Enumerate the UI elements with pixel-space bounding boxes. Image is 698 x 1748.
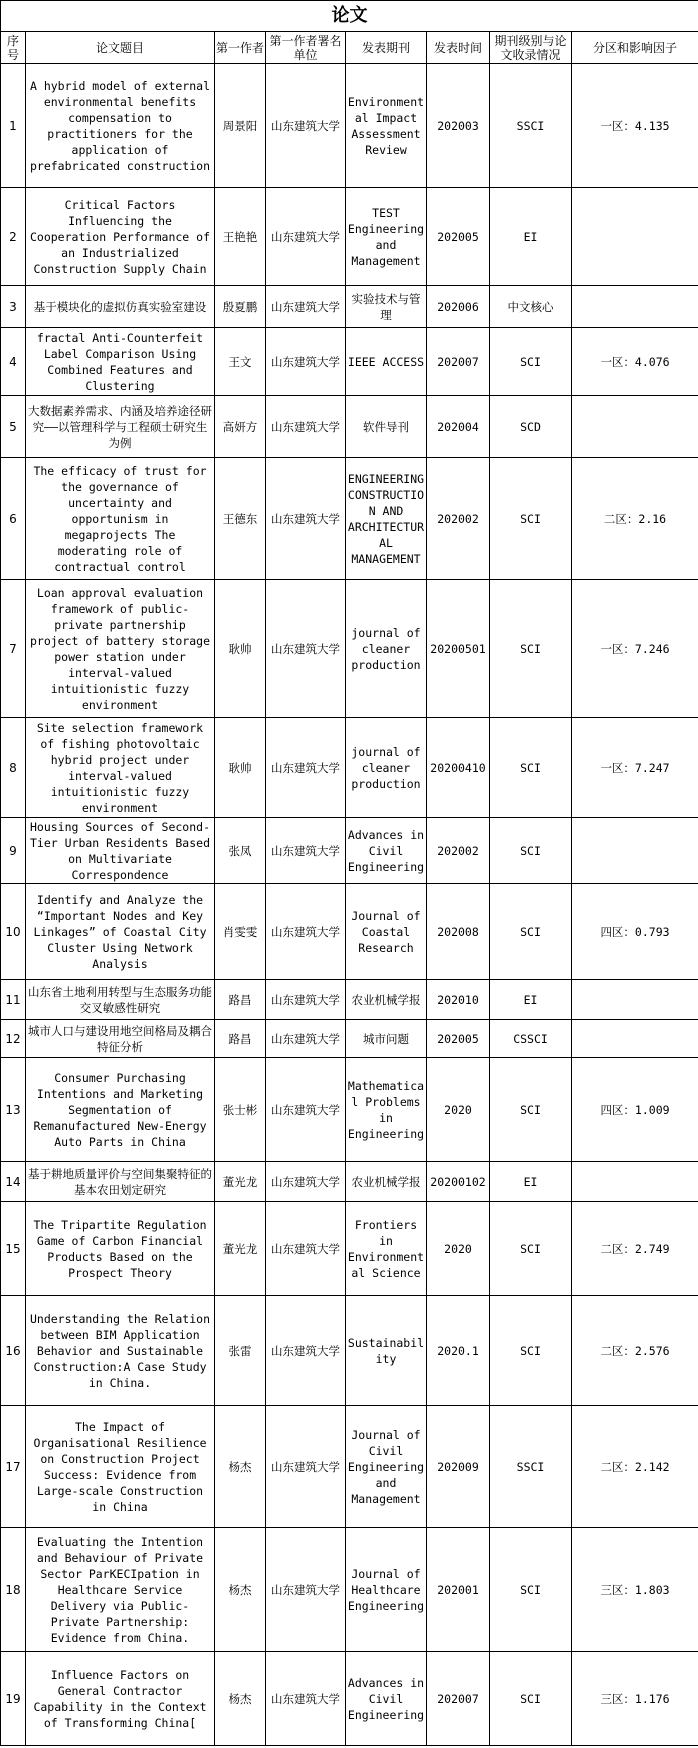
cell-level: EI (490, 980, 572, 1020)
cell-journal: Journal of Coastal Research (346, 884, 427, 980)
cell-author: 肖雯雯 (215, 884, 266, 980)
cell-title: Loan approval evaluation framework of public-private partnership project of battery storage power station under interval-valued intuitionistic fuzzy environment (26, 580, 215, 718)
cell-unit: 山东建筑大学 (266, 718, 346, 818)
table-row (1, 396, 698, 458)
cell-date: 2020.1 (427, 1296, 490, 1406)
cell-author: 张凤 (215, 818, 266, 884)
cell-unit: 山东建筑大学 (266, 580, 346, 718)
cell-author: 王文 (215, 328, 266, 396)
cell-no: 17 (1, 1406, 26, 1528)
cell-level: SCI (490, 458, 572, 580)
cell-journal: 城市问题 (346, 1020, 427, 1058)
cell-journal: Advances in Civil Engineering (346, 1652, 427, 1746)
table-row (1, 1296, 698, 1406)
cell-factor: 二区：2.142 (572, 1406, 698, 1528)
cell-journal: Environmental Impact Assessment Review (346, 64, 427, 188)
cell-date: 202010 (427, 980, 490, 1020)
cell-factor: 一区：4.076 (572, 328, 698, 396)
cell-unit: 山东建筑大学 (266, 396, 346, 458)
cell-journal: Mathematical Problems in Engineering (346, 1058, 427, 1162)
cell-date: 202005 (427, 1020, 490, 1058)
cell-date: 202003 (427, 64, 490, 188)
cell-level: SCI (490, 328, 572, 396)
cell-level: SCI (490, 1296, 572, 1406)
cell-factor: 四区：1.009 (572, 1058, 698, 1162)
cell-author: 路昌 (215, 980, 266, 1020)
cell-date: 202004 (427, 396, 490, 458)
cell-unit: 山东建筑大学 (266, 458, 346, 580)
cell-factor: 二区：2.749 (572, 1202, 698, 1296)
cell-journal: 实验技术与管理 (346, 286, 427, 328)
cell-author: 殷夏鹏 (215, 286, 266, 328)
cell-no: 14 (1, 1162, 26, 1202)
cell-no: 2 (1, 188, 26, 286)
cell-journal: TEST Engineering and Management (346, 188, 427, 286)
cell-title: Influence Factors on General Contractor Capability in the Context of Transforming China[ (26, 1652, 215, 1746)
cell-journal: ENGINEERING CONSTRUCTION AND ARCHITECTURAL MANAGEMENT (346, 458, 427, 580)
cell-date: 202002 (427, 458, 490, 580)
cell-factor: 三区：1.176 (572, 1652, 698, 1746)
cell-level: SCI (490, 884, 572, 980)
cell-factor: 三区：1.803 (572, 1528, 698, 1652)
table-row (1, 328, 698, 396)
table-row (1, 188, 698, 286)
cell-no: 15 (1, 1202, 26, 1296)
cell-date: 202005 (427, 188, 490, 286)
cell-title: The Tripartite Regulation Game of Carbon Financial Products Based on the Prospect Theory (26, 1202, 215, 1296)
cell-title: Consumer Purchasing Intentions and Marketing Segmentation of Remanufactured New-Energy Auto Parts in China (26, 1058, 215, 1162)
cell-level: SSCI (490, 64, 572, 188)
cell-unit: 山东建筑大学 (266, 1020, 346, 1058)
table-row (1, 1652, 698, 1746)
table-row (1, 884, 698, 980)
cell-no: 4 (1, 328, 26, 396)
cell-journal: 农业机械学报 (346, 1162, 427, 1202)
cell-date: 202009 (427, 1406, 490, 1528)
table-row (1, 980, 698, 1020)
cell-level: EI (490, 1162, 572, 1202)
cell-no: 19 (1, 1652, 26, 1746)
cell-date: 2020 (427, 1202, 490, 1296)
cell-factor (572, 980, 698, 1020)
cell-date: 2020 (427, 1058, 490, 1162)
cell-title: 基于模块化的虚拟仿真实验室建设 (26, 286, 215, 328)
cell-author: 王艳艳 (215, 188, 266, 286)
cell-factor (572, 286, 698, 328)
cell-no: 18 (1, 1528, 26, 1652)
cell-unit: 山东建筑大学 (266, 884, 346, 980)
cell-level: SSCI (490, 1406, 572, 1528)
cell-title: 大数据素养需求、内涵及培养途径研究——以管理科学与工程硕士研究生为例 (26, 396, 215, 458)
cell-factor (572, 1162, 698, 1202)
table-row (1, 458, 698, 580)
table-row (1, 1020, 698, 1058)
col-header-date: 发表时间 (427, 32, 490, 64)
table-row (1, 1528, 698, 1652)
cell-date: 202008 (427, 884, 490, 980)
col-header-unit: 第一作者署名单位 (266, 32, 346, 64)
cell-journal: Journal of Civil Engineering and Management (346, 1406, 427, 1528)
cell-no: 1 (1, 64, 26, 188)
cell-unit: 山东建筑大学 (266, 1406, 346, 1528)
cell-no: 12 (1, 1020, 26, 1058)
cell-author: 高妍方 (215, 396, 266, 458)
cell-author: 董光龙 (215, 1162, 266, 1202)
col-header-author: 第一作者 (215, 32, 266, 64)
cell-level: 中文核心 (490, 286, 572, 328)
cell-author: 董光龙 (215, 1202, 266, 1296)
cell-factor: 一区：7.246 (572, 580, 698, 718)
cell-date: 202002 (427, 818, 490, 884)
cell-date: 20200501 (427, 580, 490, 718)
cell-unit: 山东建筑大学 (266, 1528, 346, 1652)
cell-author: 耿帅 (215, 718, 266, 818)
cell-unit: 山东建筑大学 (266, 188, 346, 286)
cell-level: CSSCI (490, 1020, 572, 1058)
table-row (1, 1162, 698, 1202)
cell-no: 16 (1, 1296, 26, 1406)
cell-title: Evaluating the Intention and Behaviour of Private Sector ParKECIpation in Healthcare Service Delivery via Public-Private Partnership: Evidence from China. (26, 1528, 215, 1652)
cell-no: 5 (1, 396, 26, 458)
cell-journal: Advances in Civil Engineering (346, 818, 427, 884)
cell-author: 张士彬 (215, 1058, 266, 1162)
cell-factor: 四区：0.793 (572, 884, 698, 980)
table-row (1, 1202, 698, 1296)
cell-level: SCI (490, 718, 572, 818)
cell-level: SCI (490, 1202, 572, 1296)
header-row (1, 32, 698, 64)
cell-journal: Journal of Healthcare Engineering (346, 1528, 427, 1652)
cell-unit: 山东建筑大学 (266, 64, 346, 188)
cell-journal: 软件导刊 (346, 396, 427, 458)
cell-unit: 山东建筑大学 (266, 1162, 346, 1202)
cell-no: 8 (1, 718, 26, 818)
cell-factor: 二区：2.16 (572, 458, 698, 580)
table-row (1, 1406, 698, 1528)
cell-journal: 农业机械学报 (346, 980, 427, 1020)
cell-level: SCI (490, 580, 572, 718)
cell-title: 基于耕地质量评价与空间集聚特征的基本农田划定研究 (26, 1162, 215, 1202)
cell-journal: Sustainability (346, 1296, 427, 1406)
cell-no: 7 (1, 580, 26, 718)
cell-journal: Frontiers in Environmental Science (346, 1202, 427, 1296)
cell-unit: 山东建筑大学 (266, 1296, 346, 1406)
cell-factor: 二区：2.576 (572, 1296, 698, 1406)
cell-author: 周景阳 (215, 64, 266, 188)
cell-journal: journal of cleaner production (346, 580, 427, 718)
cell-author: 耿帅 (215, 580, 266, 718)
cell-factor: 一区：7.247 (572, 718, 698, 818)
cell-no: 13 (1, 1058, 26, 1162)
cell-level: EI (490, 188, 572, 286)
cell-level: SCI (490, 1058, 572, 1162)
cell-unit: 山东建筑大学 (266, 818, 346, 884)
col-header-level: 期刊级别与论文收录情况 (490, 32, 572, 64)
cell-title: Identify and Analyze the “Important Nodes and Key Linkages” of Coastal City Cluster Using Network Analysis (26, 884, 215, 980)
table-row (1, 286, 698, 328)
cell-level: SCD (490, 396, 572, 458)
table-row (1, 1058, 698, 1162)
cell-author: 王德东 (215, 458, 266, 580)
table-row (1, 718, 698, 818)
cell-title: Understanding the Relation between BIM Application Behavior and Sustainable Construction:A Case Study in China. (26, 1296, 215, 1406)
cell-author: 杨杰 (215, 1406, 266, 1528)
cell-no: 3 (1, 286, 26, 328)
cell-title: 山东省土地利用转型与生态服务功能交叉敏感性研究 (26, 980, 215, 1020)
cell-journal: journal of cleaner production (346, 718, 427, 818)
cell-unit: 山东建筑大学 (266, 328, 346, 396)
col-header-factor: 分区和影响因子 (572, 32, 698, 64)
cell-date: 20200102 (427, 1162, 490, 1202)
cell-unit: 山东建筑大学 (266, 1202, 346, 1296)
cell-title: Site selection framework of fishing photovoltaic hybrid project under interval-valued intuitionistic fuzzy environment (26, 718, 215, 818)
cell-unit: 山东建筑大学 (266, 980, 346, 1020)
cell-factor (572, 396, 698, 458)
cell-unit: 山东建筑大学 (266, 1058, 346, 1162)
cell-date: 202001 (427, 1528, 490, 1652)
cell-no: 11 (1, 980, 26, 1020)
cell-date: 20200410 (427, 718, 490, 818)
cell-title: 城市人口与建设用地空间格局及耦合特征分析 (26, 1020, 215, 1058)
col-header-no: 序号 (1, 32, 26, 64)
cell-level: SCI (490, 1528, 572, 1652)
cell-author: 杨杰 (215, 1528, 266, 1652)
cell-factor: 一区：4.135 (572, 64, 698, 188)
cell-factor (572, 818, 698, 884)
col-header-journal: 发表期刊 (346, 32, 427, 64)
cell-date: 202007 (427, 1652, 490, 1746)
table-row (1, 580, 698, 718)
col-header-title: 论文题目 (26, 32, 215, 64)
cell-level: SCI (490, 1652, 572, 1746)
cell-date: 202007 (427, 328, 490, 396)
cell-unit: 山东建筑大学 (266, 1652, 346, 1746)
cell-title: The efficacy of trust for the governance of uncertainty and opportunism in megaprojects The moderating role of contractual control (26, 458, 215, 580)
cell-journal: IEEE ACCESS (346, 328, 427, 396)
table-title: 论文 (1, 1, 698, 32)
cell-title: Housing Sources of Second-Tier Urban Residents Based on Multivariate Correspondence (26, 818, 215, 884)
cell-unit: 山东建筑大学 (266, 286, 346, 328)
table-row (1, 818, 698, 884)
cell-title: A hybrid model of external environmental benefits compensation to practitioners for the application of prefabricated construction (26, 64, 215, 188)
cell-no: 10 (1, 884, 26, 980)
cell-title: fractal Anti-Counterfeit Label Comparison Using Combined Features and Clustering (26, 328, 215, 396)
cell-no: 6 (1, 458, 26, 580)
cell-level: SCI (490, 818, 572, 884)
cell-factor (572, 1020, 698, 1058)
cell-author: 张雷 (215, 1296, 266, 1406)
cell-no: 9 (1, 818, 26, 884)
cell-title: The Impact of Organisational Resilience on Construction Project Success: Evidence from Large-scale Construction in China (26, 1406, 215, 1528)
cell-title: Critical Factors Influencing the Cooperation Performance of an Industrialized Construction Supply Chain (26, 188, 215, 286)
cell-factor (572, 188, 698, 286)
table-row (1, 64, 698, 188)
cell-date: 202006 (427, 286, 490, 328)
cell-author: 杨杰 (215, 1652, 266, 1746)
cell-author: 路昌 (215, 1020, 266, 1058)
